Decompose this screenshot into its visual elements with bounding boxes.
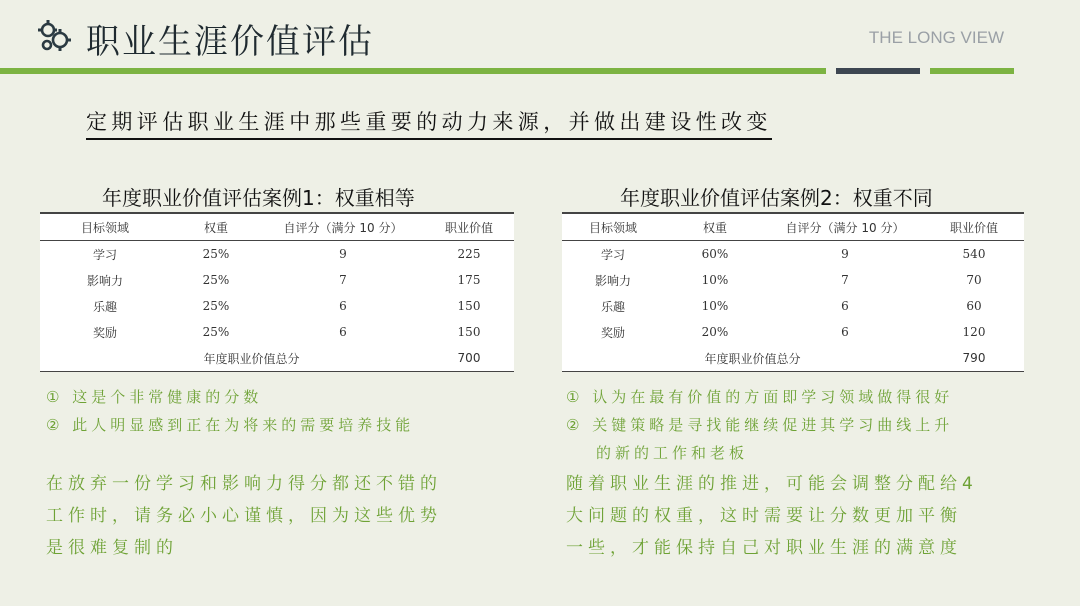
paragraph-line: 是很难复制的 bbox=[46, 538, 178, 558]
column-header: 职业价值 bbox=[924, 213, 1024, 241]
case1-bullet-2: ② 此人明显感到正在为将来的需要培养技能 bbox=[46, 416, 415, 434]
case2-title: 年度职业价值评估案例2：权重不同 bbox=[620, 186, 933, 210]
table-row bbox=[40, 241, 514, 268]
cell-weight: 10% bbox=[701, 299, 729, 313]
cell-value: 540 bbox=[962, 247, 986, 261]
cell-value: 225 bbox=[457, 247, 481, 261]
header-divider-green bbox=[0, 68, 826, 74]
cell-value: 150 bbox=[457, 325, 481, 339]
cell-score: 6 bbox=[841, 325, 849, 339]
cell-domain: 影响力 bbox=[86, 273, 123, 288]
cell-score: 9 bbox=[841, 247, 849, 261]
table-total-row bbox=[40, 345, 514, 372]
brand-text: THE LONG VIEW bbox=[868, 28, 1004, 47]
cell-value: 60 bbox=[966, 299, 982, 313]
case2-bullet-1: ① 认为在最有价值的方面即学习领域做得很好 bbox=[566, 388, 954, 406]
table-row bbox=[562, 319, 1024, 345]
cell-weight: 20% bbox=[701, 325, 729, 339]
case1-paragraph bbox=[46, 468, 442, 564]
subtitle: 定期评估职业生涯中那些重要的动力来源，并做出建设性改变 bbox=[86, 106, 772, 140]
case2-paragraph bbox=[566, 468, 978, 564]
cell-domain: 影响力 bbox=[594, 273, 631, 288]
paragraph-line: 大问题的权重，这时需要让分数更加平衡 bbox=[566, 506, 962, 526]
cell-value: 150 bbox=[457, 299, 481, 313]
cell-domain: 奖励 bbox=[92, 325, 117, 340]
column-header: 自评分（满分 10 分） bbox=[262, 213, 424, 241]
column-header: 目标领域 bbox=[562, 213, 664, 241]
table-row bbox=[40, 319, 514, 345]
cell-value: 120 bbox=[962, 325, 986, 339]
column-header: 自评分（满分 10 分） bbox=[766, 213, 924, 241]
column-header: 目标领域 bbox=[40, 213, 170, 241]
total-label: 年度职业价值总分 bbox=[562, 345, 924, 372]
table-header-row bbox=[562, 213, 1024, 241]
page-title: 职业生涯价值评估 bbox=[86, 22, 374, 62]
cell-score: 6 bbox=[339, 299, 347, 313]
cell-score: 9 bbox=[339, 247, 347, 261]
cell-domain: 乐趣 bbox=[92, 299, 117, 314]
case2-bullet-2-cont: 的新的工作和老板 bbox=[596, 444, 749, 462]
gear-cluster-icon bbox=[36, 18, 72, 54]
table-row bbox=[562, 267, 1024, 293]
paragraph-line: 随着职业生涯的推进，可能会调整分配给4 bbox=[566, 474, 978, 494]
cell-weight: 60% bbox=[701, 247, 729, 261]
table-row bbox=[562, 241, 1024, 268]
cell-weight: 25% bbox=[202, 273, 230, 287]
case1-title: 年度职业价值评估案例1：权重相等 bbox=[102, 186, 415, 210]
cell-value: 175 bbox=[457, 273, 481, 287]
cell-score: 7 bbox=[339, 273, 347, 287]
cell-weight: 25% bbox=[202, 325, 230, 339]
case1-table bbox=[40, 212, 514, 372]
paragraph-line: 一些，才能保持自己对职业生涯的满意度 bbox=[566, 538, 962, 558]
paragraph-line: 工作时，请务必小心谨慎，因为这些优势 bbox=[46, 506, 442, 526]
table-row bbox=[40, 267, 514, 293]
case2-bullet-2: ② 关键策略是寻找能继续促进其学习曲线上升 bbox=[566, 416, 954, 434]
column-header: 职业价值 bbox=[424, 213, 514, 241]
cell-weight: 25% bbox=[202, 247, 230, 261]
cell-score: 6 bbox=[841, 299, 849, 313]
total-value: 790 bbox=[924, 345, 1024, 372]
cell-value: 70 bbox=[966, 273, 982, 287]
column-header: 权重 bbox=[664, 213, 766, 241]
cell-weight: 10% bbox=[701, 273, 729, 287]
case1-bullet-1: ① 这是个非常健康的分数 bbox=[46, 388, 263, 406]
table-total-row bbox=[562, 345, 1024, 372]
cell-domain: 奖励 bbox=[600, 325, 625, 340]
table-header-row bbox=[40, 213, 514, 241]
column-header: 权重 bbox=[170, 213, 262, 241]
case2-table bbox=[562, 212, 1024, 372]
header-divider-dark bbox=[836, 68, 920, 74]
cell-weight: 25% bbox=[202, 299, 230, 313]
paragraph-line: 在放弃一份学习和影响力得分都还不错的 bbox=[46, 474, 442, 494]
cell-score: 6 bbox=[339, 325, 347, 339]
cell-domain: 学习 bbox=[92, 247, 117, 262]
total-label: 年度职业价值总分 bbox=[40, 345, 424, 372]
table-row bbox=[562, 293, 1024, 319]
cell-score: 7 bbox=[841, 273, 849, 287]
cell-domain: 学习 bbox=[600, 247, 625, 262]
cell-domain: 乐趣 bbox=[600, 299, 625, 314]
table-row bbox=[40, 293, 514, 319]
total-value: 700 bbox=[424, 345, 514, 372]
header-divider-green-right bbox=[930, 68, 1014, 74]
